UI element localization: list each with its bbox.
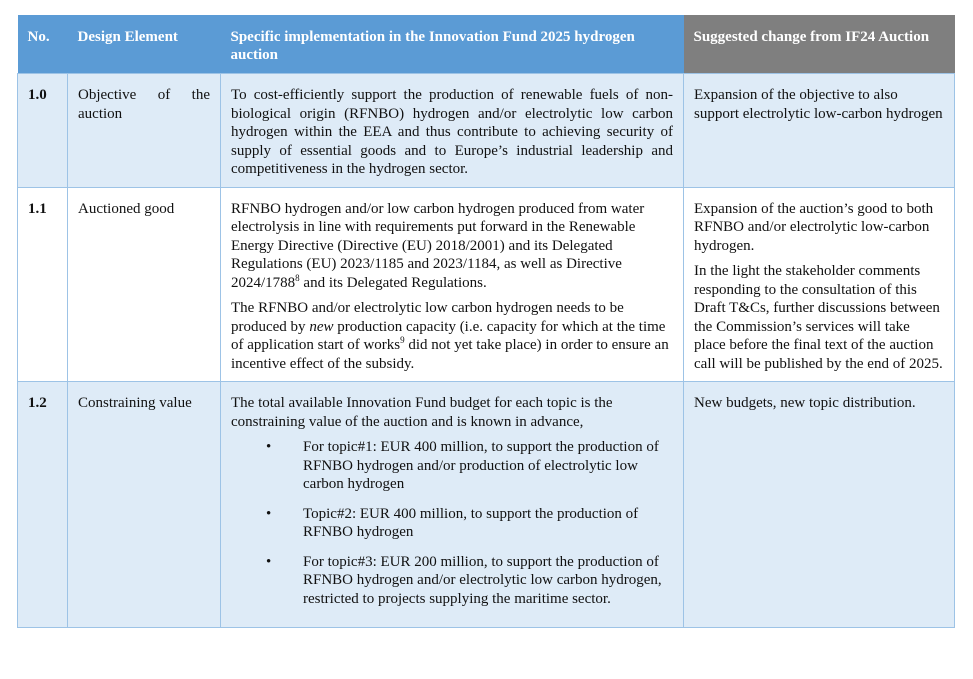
row-number: 1.2: [18, 382, 68, 628]
header-implementation: Specific implementation in the Innovation Fund 2025 hydrogen auction: [221, 15, 684, 74]
bullet-icon: •: [266, 439, 272, 455]
implementation-paragraph: The total available Innovation Fund budget for each topic is the constraining value of the auction and is known in advance,: [231, 395, 613, 430]
bullet-icon: •: [266, 553, 272, 570]
header-design-element: Design Element: [68, 15, 221, 74]
row-design-element: Objective of the auction: [68, 74, 221, 188]
row-design-element: Constraining value: [68, 382, 221, 628]
list-item: • For topic#3: EUR 200 million, to support the production of RFNBO hydrogen and/or electrolytic low carbon hydrogen, restricted to projects supplying the maritime sector.: [266, 553, 662, 607]
table-row: [18, 382, 955, 628]
row-number: 1.1: [18, 187, 68, 382]
row-implementation: [221, 382, 684, 628]
row-suggested-change: New budgets, new topic distribution.: [684, 382, 955, 628]
row-number: 1.0: [18, 74, 68, 188]
header-suggested-change: Suggested change from IF24 Auction: [684, 15, 955, 74]
change-paragraph: In the light the stakeholder comments responding to the consultation of this Draft T&Cs, further discussions between the Commission’s services will take place before the final text of the auction call will be published by the end of 2025.: [694, 263, 943, 372]
topic-list: [231, 438, 673, 608]
design-elements-table: [17, 15, 955, 628]
row-design-element: Auctioned good: [68, 187, 221, 382]
row-implementation: To cost-efficiently support the production of renewable fuels of non-biological origin (RFNBO) hydrogen and/or electrolytic low carbon hydrogen within the EEA and thus contribute to achieving security of supply of essential goods and to Europe’s industrial leadership and competitiveness in the hydrogen sector.: [221, 74, 684, 188]
bullet-icon: •: [266, 505, 272, 522]
list-item: • Topic#2: EUR 400 million, to support the production of RFNBO hydrogen: [266, 505, 639, 540]
row-implementation: [221, 187, 684, 382]
table-header-row: [18, 15, 955, 74]
footnote-ref: 9: [400, 335, 405, 345]
row-suggested-change: Expansion of the objective to also support electrolytic low-carbon hydrogen: [684, 74, 955, 188]
footnote-ref: 8: [295, 272, 300, 283]
change-paragraph: Expansion of the auction’s good to both RFNBO and/or electrolytic low-carbon hydrogen.: [694, 200, 934, 254]
list-item: • For topic#1: EUR 400 million, to support the production of RFNBO hydrogen and/or production of electrolytic low carbon hydrogen: [266, 439, 659, 492]
header-no: No.: [18, 15, 68, 74]
row-suggested-change: [684, 187, 955, 382]
table-row: [18, 187, 955, 382]
table-row: [18, 74, 955, 188]
implementation-paragraph: The RFNBO and/or electrolytic low carbon hydrogen needs to be produced by new production capacity (i.e. capacity for which at the time of application start of works$^9$ did not yet take place) in order to ensure an incentive effect of the subsidy.: [231, 300, 669, 372]
implementation-paragraph: RFNBO hydrogen and/or low carbon hydrogen produced from water electrolysis in line with requirements put forward in the Renewable Energy Directive (Directive (EU) 2018/2001) and its Delegated Regulations (EU) 2023/1185 and 2023/1184, as well as Directive 2024/1788$^8$ and its Delegated Regulations.: [231, 200, 645, 291]
